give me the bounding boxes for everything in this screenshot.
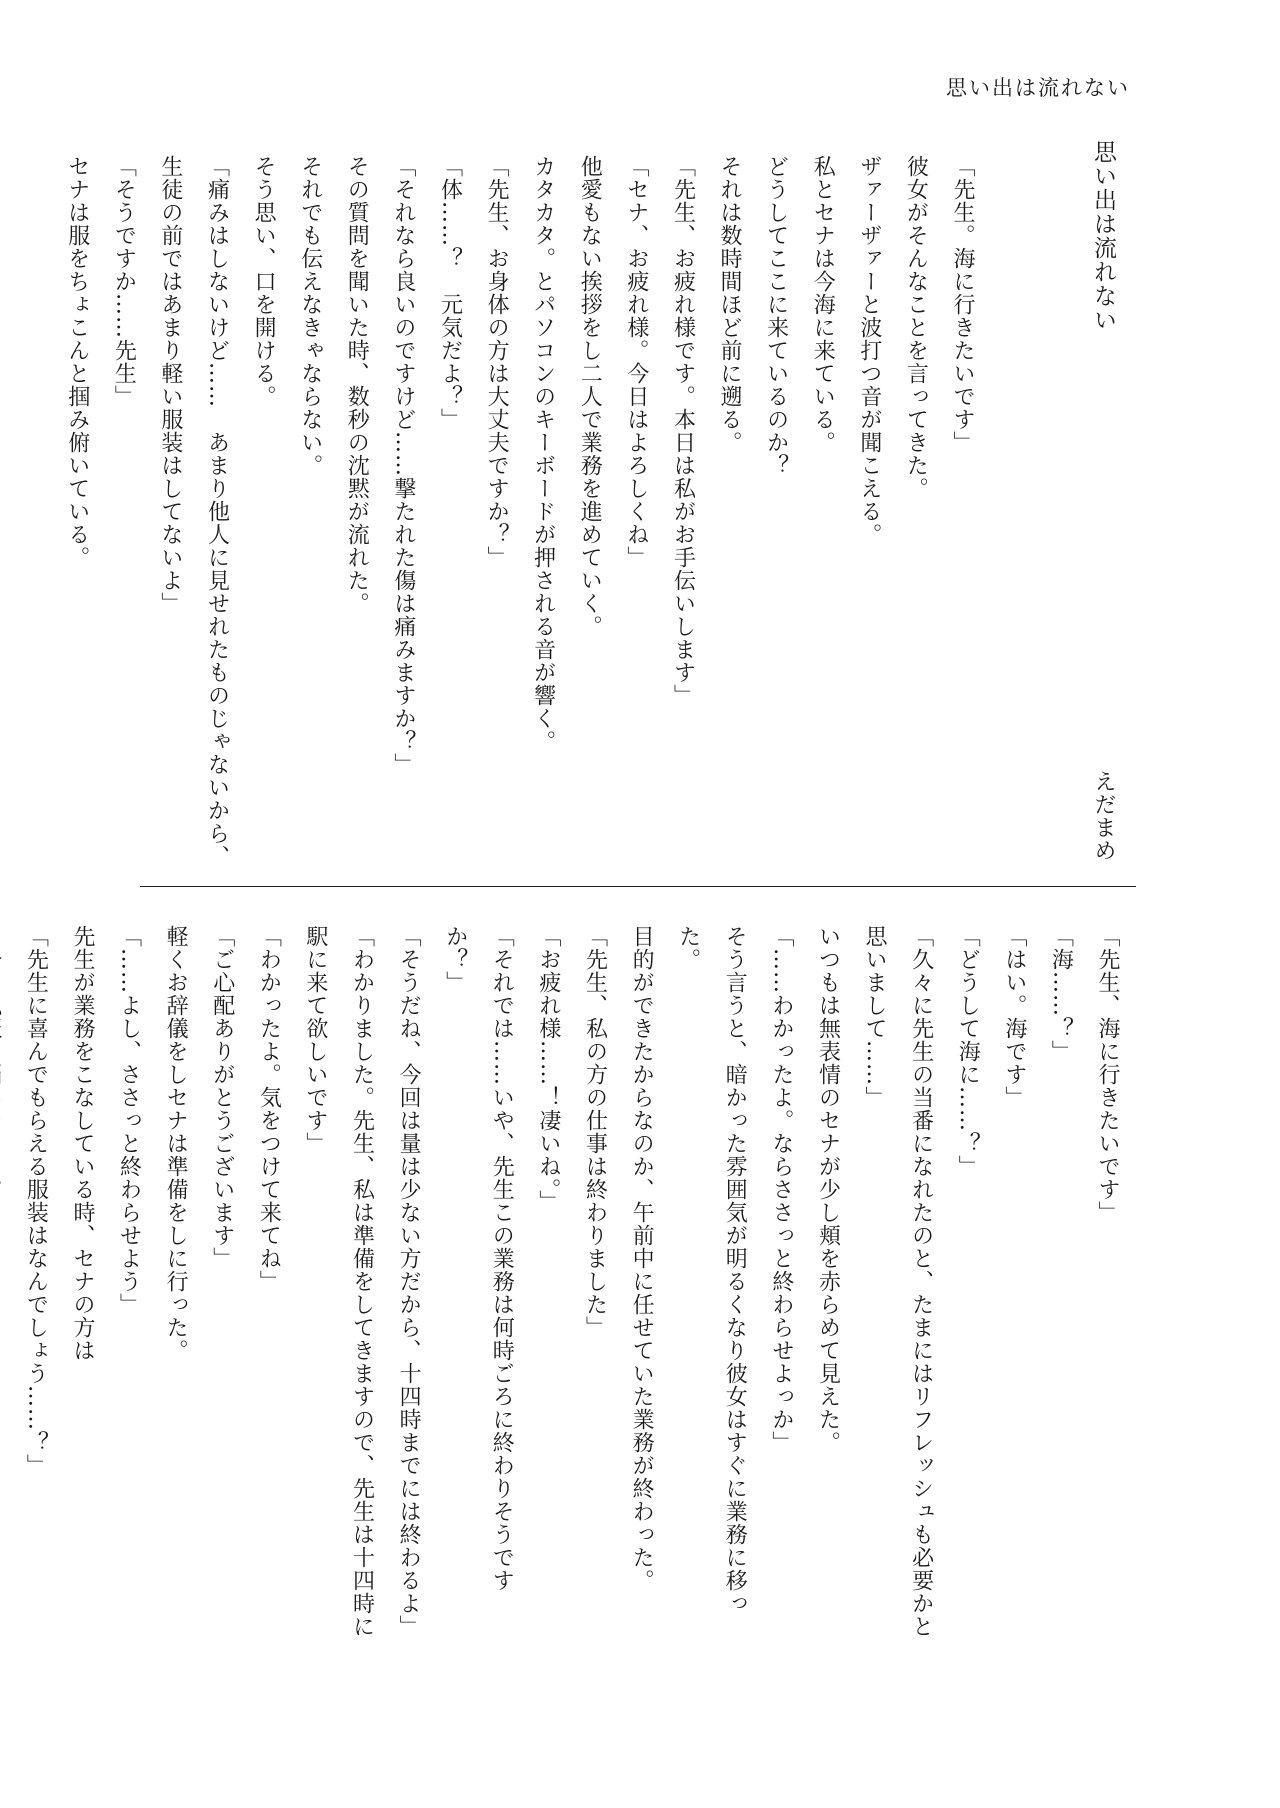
text-line: 「お疲れ様……！凄いね。」 [535, 925, 561, 1213]
text-line: 生徒の前ではあまり軽い服装はしてないよ」 [157, 155, 183, 615]
text-line: 軽くお辞儀をしセナは準備をしに行った。 [163, 925, 189, 1362]
text-line: 「それなら良いのですけど……撃たれた傷は痛みますか？」 [390, 155, 416, 776]
text-line: 目的ができたからなのか、午前中に任せていた業務が終わった。 [629, 925, 655, 1592]
text-line: 「そうだね、今回は量は少ない方だから、十四時までには終わるよ」 [396, 925, 422, 1638]
text-line: 先生が業務をこなしている時、セナの方は [69, 925, 95, 1362]
text-line: カタカタ。とパソコンのキーボードが押される音が響く。 [530, 155, 556, 753]
text-line: 「久々に先生の当番になれたのと、たまにはリフレッシュも必要かと [908, 925, 934, 1638]
text-line: 「ご心配ありがとうございます」 [209, 925, 235, 1270]
text-line: か？」 [442, 925, 468, 994]
text-line: そう思い、口を開ける。 [251, 155, 277, 408]
text-line: 「先生に喜んでもらえる服装はなんでしょう……？」 [23, 925, 49, 1477]
text-line: 「先生、私の方の仕事は終わりました」 [582, 925, 608, 1339]
text-line: 「先生。海に行きたいです」 [950, 155, 975, 454]
text-line: いつもは無表情のセナが少し頬を赤らめて見えた。 [815, 925, 841, 1454]
text-line: 「痛みはしないけど…… あまり他人に見せれたものじゃないから、 [204, 155, 230, 868]
text-line: 「……よし、ささっと終わらせよう」 [116, 925, 142, 1316]
text-line: 駅に来て欲しいです」 [302, 925, 328, 1155]
text-line: 「わかりました。先生、私は準備をしてきますので、先生は十四時に [349, 925, 375, 1638]
text-line: 「どうして海に……？」 [955, 925, 981, 1178]
text-line: 思いまして……」 [862, 925, 888, 1109]
section-divider [140, 886, 1136, 887]
text-line: 「それでは……いや、先生この業務は何時ごろに終わりそうです [489, 925, 515, 1592]
text-line: 「海……？」 [1048, 925, 1074, 1063]
running-header-title: 思い出は流れない [946, 76, 1130, 100]
story-title: 思い出は流れない [1090, 140, 1116, 332]
text-line: 「セナ、お疲れ様。今日はよろしくね」 [623, 155, 649, 569]
text-line: 彼女がそんなことを言ってきた。 [903, 155, 929, 500]
text-line: セナは服をちょこんと掴み俯いている。 [64, 155, 90, 569]
author-name: えだまめ [1091, 770, 1116, 862]
text-line: どうしてここに来ているのか？ [763, 155, 789, 477]
text-line: た。 [675, 925, 701, 971]
text-line: それは数時間ほど前に遡る。 [717, 155, 743, 454]
text-line: 「先生、お疲れ様です。本日は私がお手伝いします」 [670, 155, 696, 707]
text-line: 「先生、海に行きたいです」 [1095, 925, 1120, 1224]
text-line: 「そうですか……先生」 [111, 155, 137, 408]
text-line: 「……わかったよ。ならささっと終わらせよっか」 [768, 925, 794, 1454]
text-line: そう言うと、暗かった雰囲気が明るくなり彼女はすぐに業務に移っ [722, 925, 748, 1615]
text-line: その質問を聞いた時、数秒の沈黙が流れた。 [344, 155, 370, 615]
text-line: 他愛もない挨拶をし二人で業務を進めていく。 [577, 155, 603, 638]
text-line: 「先生、お身体の方は大丈夫ですか？」 [484, 155, 510, 569]
upper-text-column [64, 155, 985, 868]
text-line: 「体……？ 元気だよ？」 [437, 155, 463, 431]
lower-text-column [23, 925, 1130, 1685]
text-line: それでも伝えなきゃならない。 [297, 155, 323, 477]
text-line [0, 925, 12, 1685]
text-line: 「はい。海です」 [1001, 925, 1027, 1109]
text-line: 「わかったよ。気をつけて来てね」 [256, 925, 282, 1293]
text-line: ザァーザァーと波打つ音が聞こえる。 [856, 155, 882, 546]
text-line: 私とセナは今海に来ている。 [810, 155, 836, 454]
